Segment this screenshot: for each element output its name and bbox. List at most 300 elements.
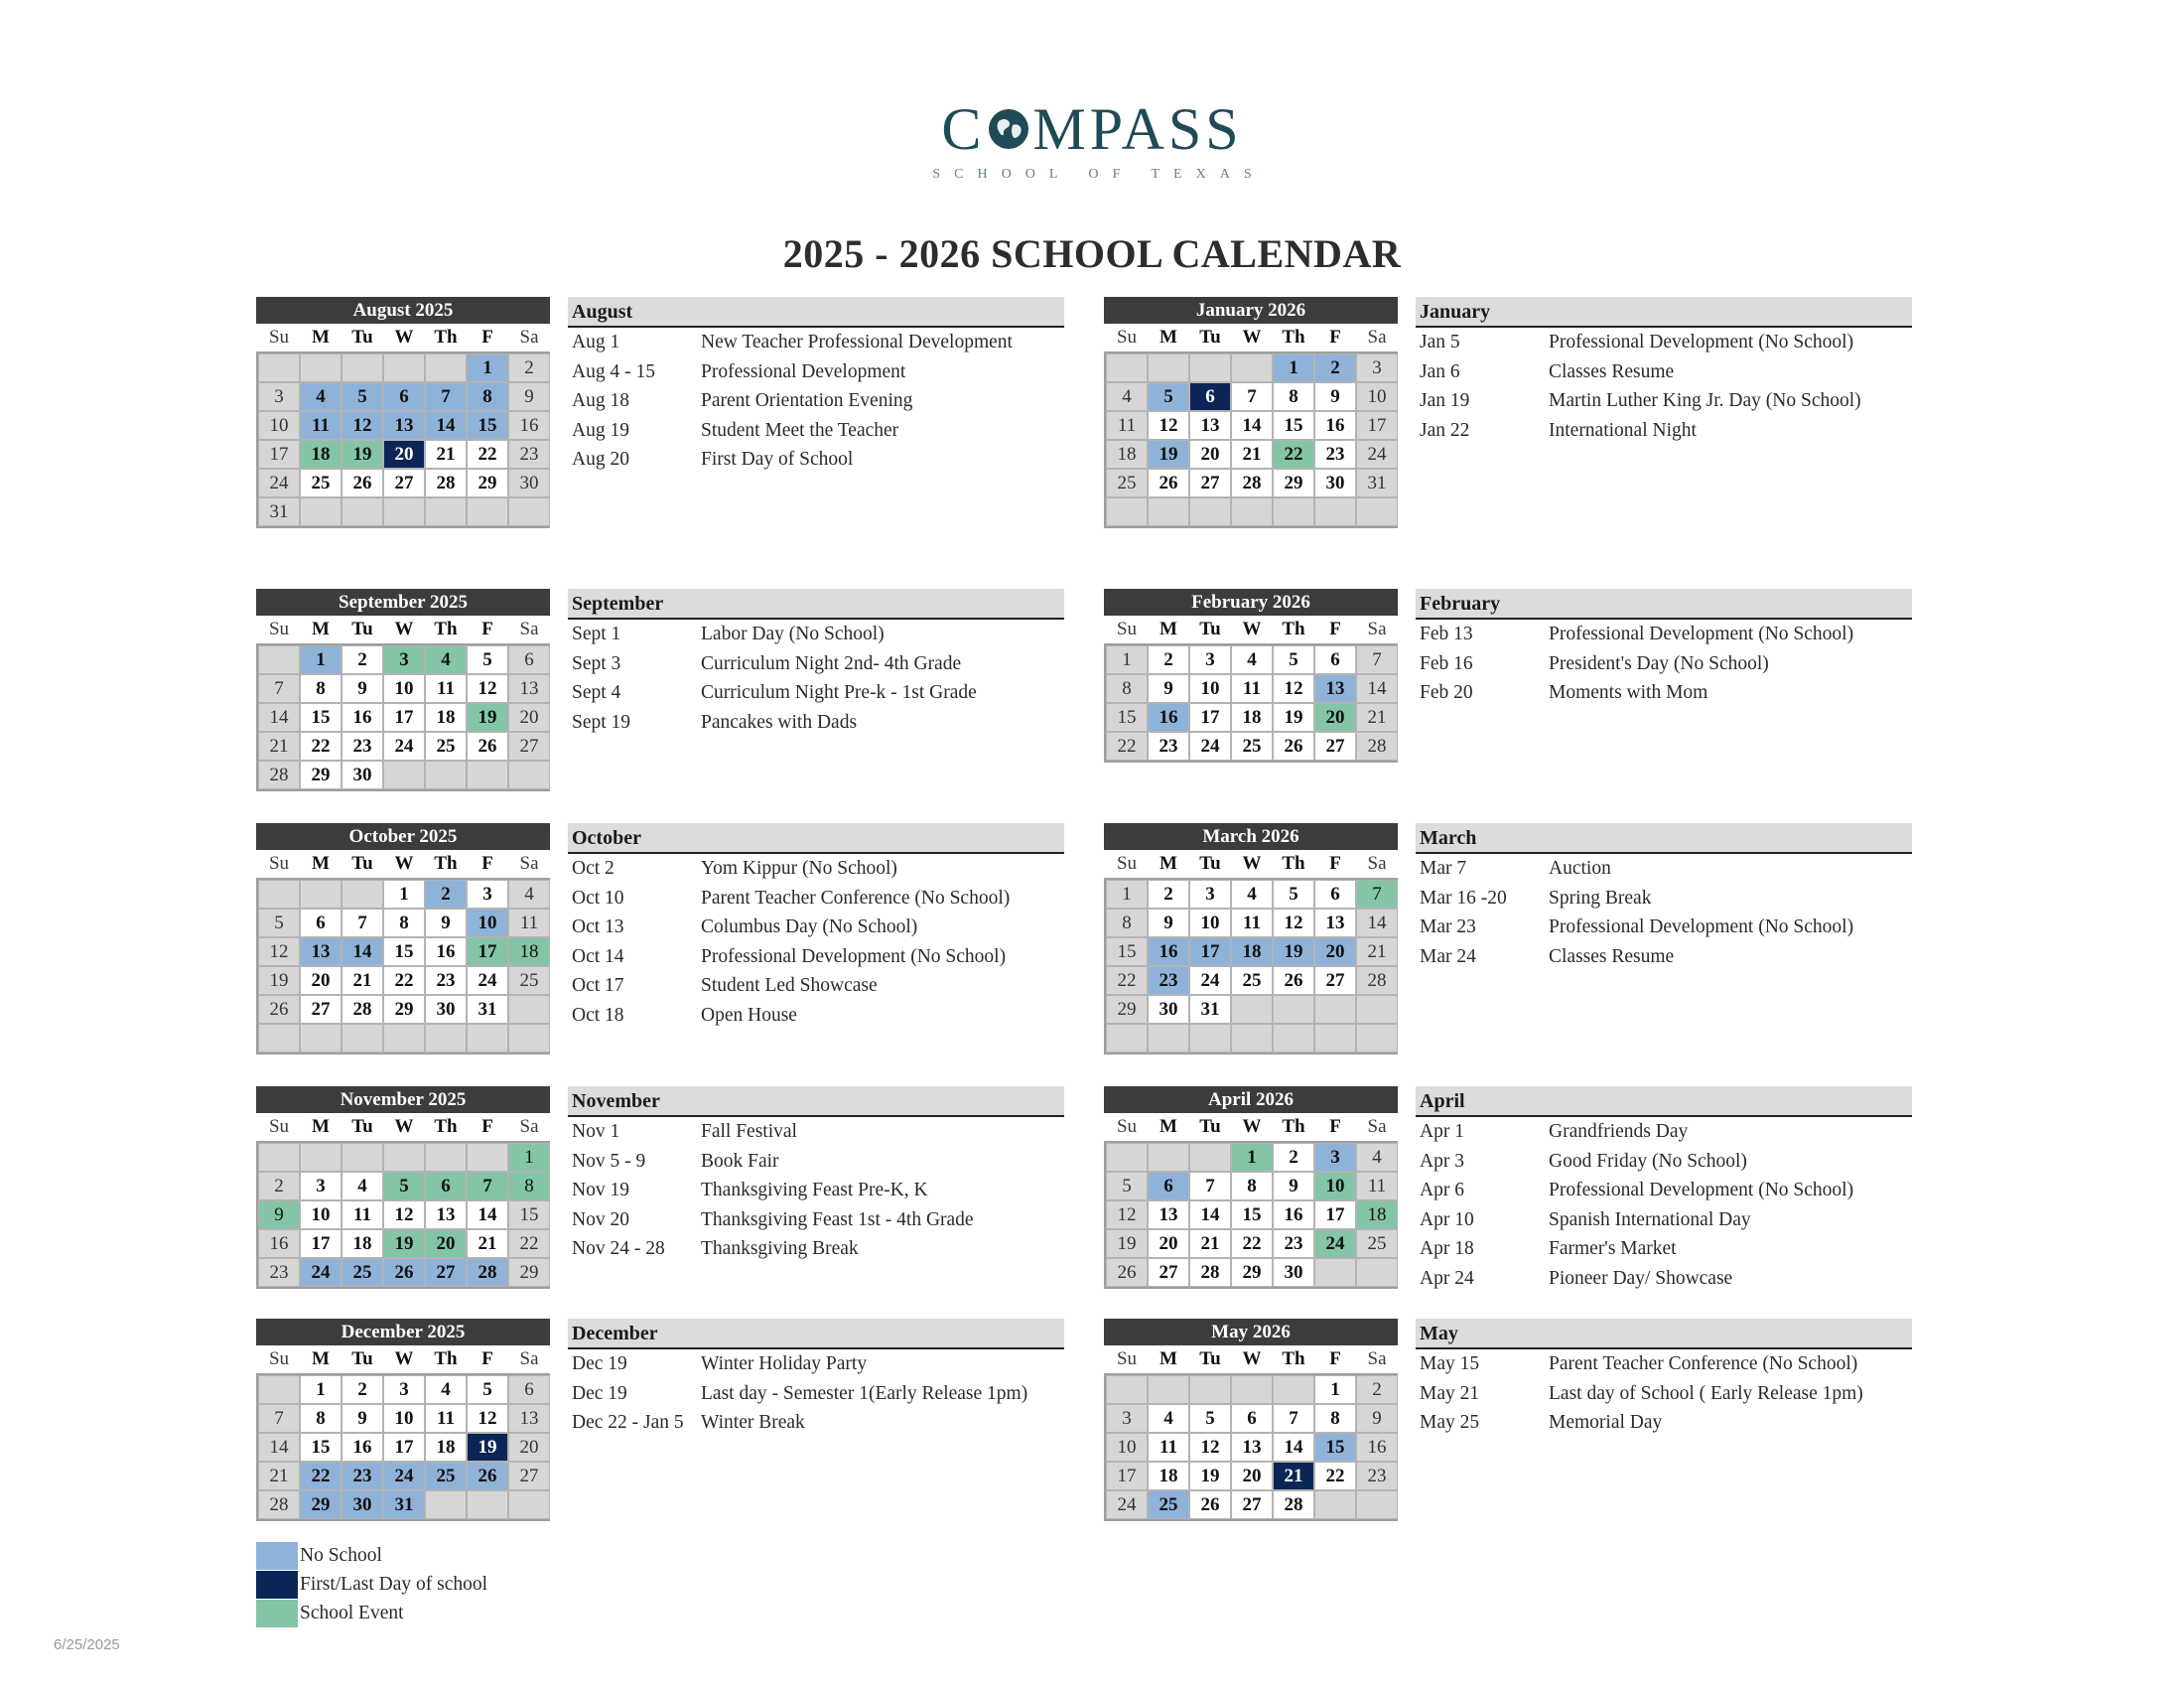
no-school-day-cell: 12 <box>341 411 383 440</box>
no-school-day-cell: 16 <box>1148 703 1189 732</box>
event-row <box>568 445 1064 475</box>
weekday-label: F <box>481 853 493 874</box>
weekday-label: Sa <box>1367 1116 1387 1137</box>
day-cell: 11 <box>425 674 467 703</box>
event-row <box>1416 1117 1912 1147</box>
legend-swatch <box>256 1542 298 1570</box>
day-cell: 11 <box>341 1200 383 1229</box>
day-cell: 5 <box>1273 880 1314 909</box>
no-school-day-cell: 26 <box>467 1462 508 1490</box>
event-name: Thanksgiving Feast Pre-K, K <box>701 1180 928 1200</box>
school-event-day-cell: 18 <box>508 937 550 966</box>
no-school-day-cell: 29 <box>300 1490 341 1519</box>
day-cell: 12 <box>467 1404 508 1433</box>
event-row <box>1416 1408 1912 1438</box>
event-name: First Day of School <box>701 449 854 470</box>
weekday-label: Tu <box>1199 1116 1221 1137</box>
school-event-day-cell: 8 <box>508 1172 550 1200</box>
day-cell: 13 <box>1189 411 1231 440</box>
weekday-label: F <box>481 1116 493 1137</box>
weekday-header <box>1104 1345 1398 1373</box>
event-row <box>568 1001 1064 1031</box>
day-cell: 14 <box>1273 1433 1314 1462</box>
weekday-label: W <box>1242 853 1262 874</box>
event-date: Mar 16 -20 <box>1420 887 1507 909</box>
day-cell: 26 <box>1189 1490 1231 1519</box>
weekend-day-cell: 15 <box>1106 937 1148 966</box>
month-calendar-title: December 2025 <box>256 1319 550 1345</box>
weekday-label: M <box>312 1116 330 1137</box>
school-event-day-cell: 19 <box>383 1229 425 1258</box>
day-cell: 27 <box>1314 732 1356 761</box>
no-school-day-cell: 24 <box>383 1462 425 1490</box>
day-cell: 29 <box>467 469 508 497</box>
weekend-day-cell: 24 <box>1356 440 1398 469</box>
event-date: Nov 20 <box>572 1208 629 1230</box>
empty-day-cell <box>1231 995 1273 1024</box>
event-date: Oct 17 <box>572 975 624 996</box>
weekend-day-cell: 14 <box>258 1433 300 1462</box>
event-name: Martin Luther King Jr. Day (No School) <box>1549 390 1861 411</box>
event-row <box>568 708 1064 738</box>
month-events-title: August <box>568 297 1064 328</box>
empty-day-cell <box>467 497 508 526</box>
day-cell: 23 <box>1273 1229 1314 1258</box>
weekday-header <box>256 324 550 352</box>
event-date: May 15 <box>1420 1353 1480 1374</box>
weekend-day-cell: 27 <box>508 1462 550 1490</box>
event-name: Memorial Day <box>1549 1412 1663 1433</box>
logo-text-left: C <box>941 96 986 162</box>
school-event-day-cell: 7 <box>467 1172 508 1200</box>
month-day-grid <box>1104 1141 1398 1289</box>
no-school-day-cell: 15 <box>1314 1433 1356 1462</box>
month-events-list <box>568 297 1064 475</box>
empty-day-cell <box>1273 497 1314 526</box>
event-row <box>568 357 1064 387</box>
weekend-day-cell: 15 <box>1106 703 1148 732</box>
month-calendar-title: January 2026 <box>1104 297 1398 324</box>
weekday-label: M <box>312 853 330 874</box>
no-school-day-cell: 18 <box>1231 937 1273 966</box>
weekend-day-cell: 26 <box>258 995 300 1024</box>
no-school-day-cell: 23 <box>341 1462 383 1490</box>
weekend-day-cell: 3 <box>258 382 300 411</box>
day-cell: 23 <box>425 966 467 995</box>
empty-day-cell <box>1314 1024 1356 1053</box>
weekday-label: Tu <box>1199 619 1221 639</box>
legend-item <box>256 1541 487 1570</box>
event-name: Curriculum Night Pre-k - 1st Grade <box>701 682 977 703</box>
weekday-label: M <box>312 1348 330 1369</box>
weekend-day-cell: 14 <box>1356 909 1398 937</box>
empty-day-cell <box>1356 1258 1398 1287</box>
empty-day-cell <box>1189 1024 1231 1053</box>
logo-wordmark <box>844 96 1340 162</box>
school-event-day-cell: 20 <box>425 1229 467 1258</box>
event-date: Aug 1 <box>572 332 620 352</box>
weekend-day-cell: 7 <box>258 1404 300 1433</box>
event-name: Grandfriends Day <box>1549 1121 1689 1142</box>
empty-day-cell <box>425 761 467 789</box>
empty-day-cell <box>300 1143 341 1172</box>
empty-day-cell <box>383 1143 425 1172</box>
day-cell: 9 <box>1148 909 1189 937</box>
weekend-day-cell: 25 <box>508 966 550 995</box>
weekday-label: M <box>1160 327 1177 348</box>
day-cell: 23 <box>341 732 383 761</box>
month-day-grid <box>256 878 550 1055</box>
event-date: Sept 3 <box>572 652 621 674</box>
no-school-day-cell: 7 <box>425 382 467 411</box>
empty-day-cell <box>1106 497 1148 526</box>
weekend-day-cell: 17 <box>1356 411 1398 440</box>
day-cell: 9 <box>341 1404 383 1433</box>
month-calendar-title: February 2026 <box>1104 589 1398 616</box>
event-name: Parent Teacher Conference (No School) <box>701 887 1011 909</box>
event-name: Winter Break <box>701 1412 805 1433</box>
empty-day-cell <box>1189 497 1231 526</box>
event-row <box>1416 913 1912 942</box>
weekend-day-cell: 21 <box>258 1462 300 1490</box>
month-events-list <box>568 1086 1064 1264</box>
weekday-label: Th <box>1282 1348 1305 1369</box>
school-event-day-cell: 1 <box>1231 1143 1273 1172</box>
school-event-day-cell: 19 <box>341 440 383 469</box>
weekend-day-cell: 21 <box>1356 703 1398 732</box>
empty-day-cell <box>1106 1143 1148 1172</box>
empty-day-cell <box>1148 353 1189 382</box>
month-calendar-title: November 2025 <box>256 1086 550 1113</box>
weekend-day-cell: 10 <box>1106 1433 1148 1462</box>
event-row <box>1416 1379 1912 1409</box>
weekend-day-cell: 2 <box>258 1172 300 1200</box>
no-school-day-cell: 28 <box>467 1258 508 1287</box>
event-date: Sept 19 <box>572 711 631 733</box>
month-events-list <box>1416 589 1912 708</box>
empty-day-cell <box>467 1024 508 1053</box>
event-date: Aug 4 - 15 <box>572 360 655 382</box>
no-school-day-cell: 4 <box>300 382 341 411</box>
weekend-day-cell: 29 <box>1106 995 1148 1024</box>
school-event-day-cell: 20 <box>1314 703 1356 732</box>
empty-day-cell <box>508 497 550 526</box>
month-events-title: March <box>1416 823 1912 854</box>
event-name: Labor Day (No School) <box>701 624 885 644</box>
day-cell: 30 <box>425 995 467 1024</box>
day-cell: 29 <box>1273 469 1314 497</box>
month-calendar-title: September 2025 <box>256 589 550 616</box>
weekend-day-cell: 20 <box>508 703 550 732</box>
weekday-label: M <box>312 327 330 348</box>
day-cell: 31 <box>467 995 508 1024</box>
weekend-day-cell: 31 <box>1356 469 1398 497</box>
weekend-day-cell: 24 <box>1106 1490 1148 1519</box>
day-cell: 4 <box>425 1375 467 1404</box>
event-row <box>1416 416 1912 446</box>
day-cell: 7 <box>341 909 383 937</box>
print-date: 6/25/2025 <box>54 1636 120 1653</box>
event-row <box>568 1349 1064 1379</box>
month-calendar <box>1104 589 1398 763</box>
weekday-label: Th <box>434 1116 458 1137</box>
month-calendar <box>256 1319 550 1521</box>
weekend-day-cell: 10 <box>1356 382 1398 411</box>
empty-day-cell <box>258 1143 300 1172</box>
event-row <box>568 620 1064 649</box>
day-cell: 22 <box>467 440 508 469</box>
empty-day-cell <box>1148 1024 1189 1053</box>
day-cell: 16 <box>1314 411 1356 440</box>
empty-day-cell <box>425 1024 467 1053</box>
weekend-day-cell: 1 <box>1106 880 1148 909</box>
weekend-day-cell: 8 <box>1106 674 1148 703</box>
month-calendar <box>256 297 550 528</box>
day-cell: 18 <box>425 1433 467 1462</box>
empty-day-cell <box>467 1143 508 1172</box>
weekday-label: Th <box>434 327 458 348</box>
day-cell: 15 <box>383 937 425 966</box>
first-last-day-cell: 6 <box>1189 382 1231 411</box>
day-cell: 29 <box>300 761 341 789</box>
day-cell: 26 <box>1273 966 1314 995</box>
day-cell: 1 <box>300 1375 341 1404</box>
weekday-label: Sa <box>519 327 539 348</box>
event-name: Parent Teacher Conference (No School) <box>1549 1353 1858 1374</box>
empty-day-cell <box>258 1375 300 1404</box>
event-row <box>1416 649 1912 679</box>
empty-day-cell <box>383 1024 425 1053</box>
event-row <box>1416 620 1912 649</box>
weekday-header <box>256 850 550 878</box>
day-cell: 12 <box>1189 1433 1231 1462</box>
event-row <box>568 416 1064 446</box>
month-events-list <box>568 823 1064 1030</box>
month-events-title: January <box>1416 297 1912 328</box>
weekend-day-cell: 2 <box>508 353 550 382</box>
weekday-label: Tu <box>1199 1348 1221 1369</box>
event-name: International Night <box>1549 419 1697 441</box>
month-events-list <box>1416 823 1912 971</box>
legend-swatch <box>256 1571 298 1599</box>
weekday-label: F <box>1329 327 1341 348</box>
month-calendar <box>1104 1086 1398 1289</box>
school-event-day-cell: 24 <box>1314 1229 1356 1258</box>
event-date: Aug 20 <box>572 449 629 470</box>
event-name: Thanksgiving Break <box>701 1238 859 1259</box>
event-row <box>1416 942 1912 972</box>
month-day-grid <box>1104 643 1398 763</box>
event-name: Student Led Showcase <box>701 975 878 996</box>
weekday-label: Th <box>1282 1116 1305 1137</box>
day-cell: 3 <box>1189 645 1231 674</box>
event-date: Dec 19 <box>572 1353 627 1374</box>
day-cell: 2 <box>1148 880 1189 909</box>
event-row <box>568 1147 1064 1177</box>
day-cell: 2 <box>341 645 383 674</box>
no-school-day-cell: 1 <box>1273 353 1314 382</box>
day-cell: 3 <box>383 1375 425 1404</box>
no-school-day-cell: 3 <box>1314 1143 1356 1172</box>
day-cell: 30 <box>341 761 383 789</box>
month-day-grid <box>256 1141 550 1289</box>
event-name: Pancakes with Dads <box>701 711 858 733</box>
school-logo <box>844 96 1340 183</box>
weekend-day-cell: 17 <box>1106 1462 1148 1490</box>
day-cell: 8 <box>1273 382 1314 411</box>
event-date: Mar 7 <box>1420 858 1467 879</box>
weekday-label: Sa <box>519 1348 539 1369</box>
weekend-day-cell: 11 <box>1106 411 1148 440</box>
weekend-day-cell: 9 <box>508 382 550 411</box>
weekend-day-cell: 4 <box>1106 382 1148 411</box>
event-name: New Teacher Professional Development <box>701 332 1013 352</box>
no-school-day-cell: 6 <box>383 382 425 411</box>
month-day-grid <box>256 352 550 528</box>
day-cell: 5 <box>467 645 508 674</box>
empty-day-cell <box>1356 1490 1398 1519</box>
school-event-day-cell: 18 <box>300 440 341 469</box>
month-calendar <box>256 823 550 1055</box>
day-cell: 22 <box>1231 1229 1273 1258</box>
event-date: Oct 14 <box>572 945 624 967</box>
day-cell: 9 <box>341 674 383 703</box>
day-cell: 1 <box>383 880 425 909</box>
weekend-day-cell: 23 <box>1356 1462 1398 1490</box>
event-date: Feb 16 <box>1420 652 1473 674</box>
weekend-day-cell: 15 <box>508 1200 550 1229</box>
day-cell: 4 <box>1231 645 1273 674</box>
event-row <box>1416 1234 1912 1264</box>
empty-day-cell <box>1356 995 1398 1024</box>
weekday-label: M <box>1160 1348 1177 1369</box>
weekend-day-cell: 28 <box>1356 732 1398 761</box>
month-calendar <box>1104 297 1398 528</box>
event-date: Oct 2 <box>572 858 614 879</box>
event-date: Oct 10 <box>572 887 624 909</box>
weekend-day-cell: 8 <box>1106 909 1148 937</box>
weekday-label: Tu <box>351 619 373 639</box>
weekday-label: M <box>1160 853 1177 874</box>
weekend-day-cell: 22 <box>1106 966 1148 995</box>
empty-day-cell <box>1314 1258 1356 1287</box>
day-cell: 9 <box>425 909 467 937</box>
month-calendar <box>256 589 550 791</box>
school-event-day-cell: 17 <box>467 937 508 966</box>
weekend-day-cell: 3 <box>1106 1404 1148 1433</box>
weekend-day-cell: 16 <box>1356 1433 1398 1462</box>
event-row <box>568 854 1064 884</box>
day-cell: 20 <box>300 966 341 995</box>
first-last-day-cell: 21 <box>1273 1462 1314 1490</box>
weekend-day-cell: 16 <box>258 1229 300 1258</box>
event-name: Professional Development (No School) <box>1549 916 1854 937</box>
day-cell: 29 <box>383 995 425 1024</box>
empty-day-cell <box>1314 995 1356 1024</box>
day-cell: 16 <box>341 703 383 732</box>
school-event-day-cell: 1 <box>508 1143 550 1172</box>
month-day-grid <box>256 1373 550 1521</box>
day-cell: 20 <box>1148 1229 1189 1258</box>
weekday-label: W <box>1242 1116 1262 1137</box>
legend-label: School Event <box>300 1602 404 1623</box>
day-cell: 2 <box>1273 1143 1314 1172</box>
no-school-day-cell: 26 <box>383 1258 425 1287</box>
no-school-day-cell: 15 <box>467 411 508 440</box>
day-cell: 10 <box>383 1404 425 1433</box>
day-cell: 10 <box>1189 909 1231 937</box>
no-school-day-cell: 17 <box>1189 937 1231 966</box>
empty-day-cell <box>467 1490 508 1519</box>
day-cell: 5 <box>1189 1404 1231 1433</box>
event-name: Pioneer Day/ Showcase <box>1549 1267 1733 1289</box>
empty-day-cell <box>341 1143 383 1172</box>
day-cell: 30 <box>1314 469 1356 497</box>
weekday-label: Th <box>434 619 458 639</box>
empty-day-cell <box>1231 497 1273 526</box>
event-date: Jan 19 <box>1420 390 1470 411</box>
day-cell: 9 <box>1148 674 1189 703</box>
empty-day-cell <box>300 497 341 526</box>
day-cell: 8 <box>383 909 425 937</box>
event-name: Yom Kippur (No School) <box>701 858 897 879</box>
day-cell: 2 <box>341 1375 383 1404</box>
event-row <box>1416 854 1912 884</box>
day-cell: 13 <box>1148 1200 1189 1229</box>
weekday-label: F <box>1329 1348 1341 1369</box>
logo-subtitle: SCHOOL OF TEXAS <box>932 167 1266 182</box>
weekday-header <box>1104 1113 1398 1141</box>
empty-day-cell <box>300 353 341 382</box>
no-school-day-cell: 1 <box>300 645 341 674</box>
weekend-day-cell: 29 <box>508 1258 550 1287</box>
first-last-day-cell: 19 <box>467 1433 508 1462</box>
event-row <box>1416 1349 1912 1379</box>
month-calendar <box>1104 823 1398 1055</box>
day-cell: 20 <box>1231 1462 1273 1490</box>
weekend-day-cell: 18 <box>1106 440 1148 469</box>
event-row <box>1416 328 1912 357</box>
empty-day-cell <box>1273 1375 1314 1404</box>
month-events-title: February <box>1416 589 1912 620</box>
day-cell: 10 <box>383 674 425 703</box>
day-cell: 28 <box>341 995 383 1024</box>
school-event-day-cell: 7 <box>1356 880 1398 909</box>
empty-day-cell <box>341 497 383 526</box>
weekday-label: Sa <box>1367 327 1387 348</box>
weekend-day-cell: 9 <box>1356 1404 1398 1433</box>
weekday-label: Sa <box>1367 1348 1387 1369</box>
weekday-label: Su <box>268 327 290 348</box>
event-row <box>568 1379 1064 1409</box>
no-school-day-cell: 11 <box>300 411 341 440</box>
weekday-label: Tu <box>351 1348 373 1369</box>
day-cell: 15 <box>1273 411 1314 440</box>
empty-day-cell <box>1106 353 1148 382</box>
day-cell: 21 <box>1189 1229 1231 1258</box>
day-cell: 24 <box>383 732 425 761</box>
weekday-label: F <box>481 1348 493 1369</box>
empty-day-cell <box>341 353 383 382</box>
school-event-day-cell: 3 <box>383 645 425 674</box>
day-cell: 12 <box>383 1200 425 1229</box>
event-date: Feb 13 <box>1420 624 1473 644</box>
month-day-grid <box>256 643 550 791</box>
day-cell: 16 <box>425 937 467 966</box>
weekday-label: W <box>394 1348 414 1369</box>
weekend-day-cell: 24 <box>258 469 300 497</box>
day-cell: 7 <box>1189 1172 1231 1200</box>
